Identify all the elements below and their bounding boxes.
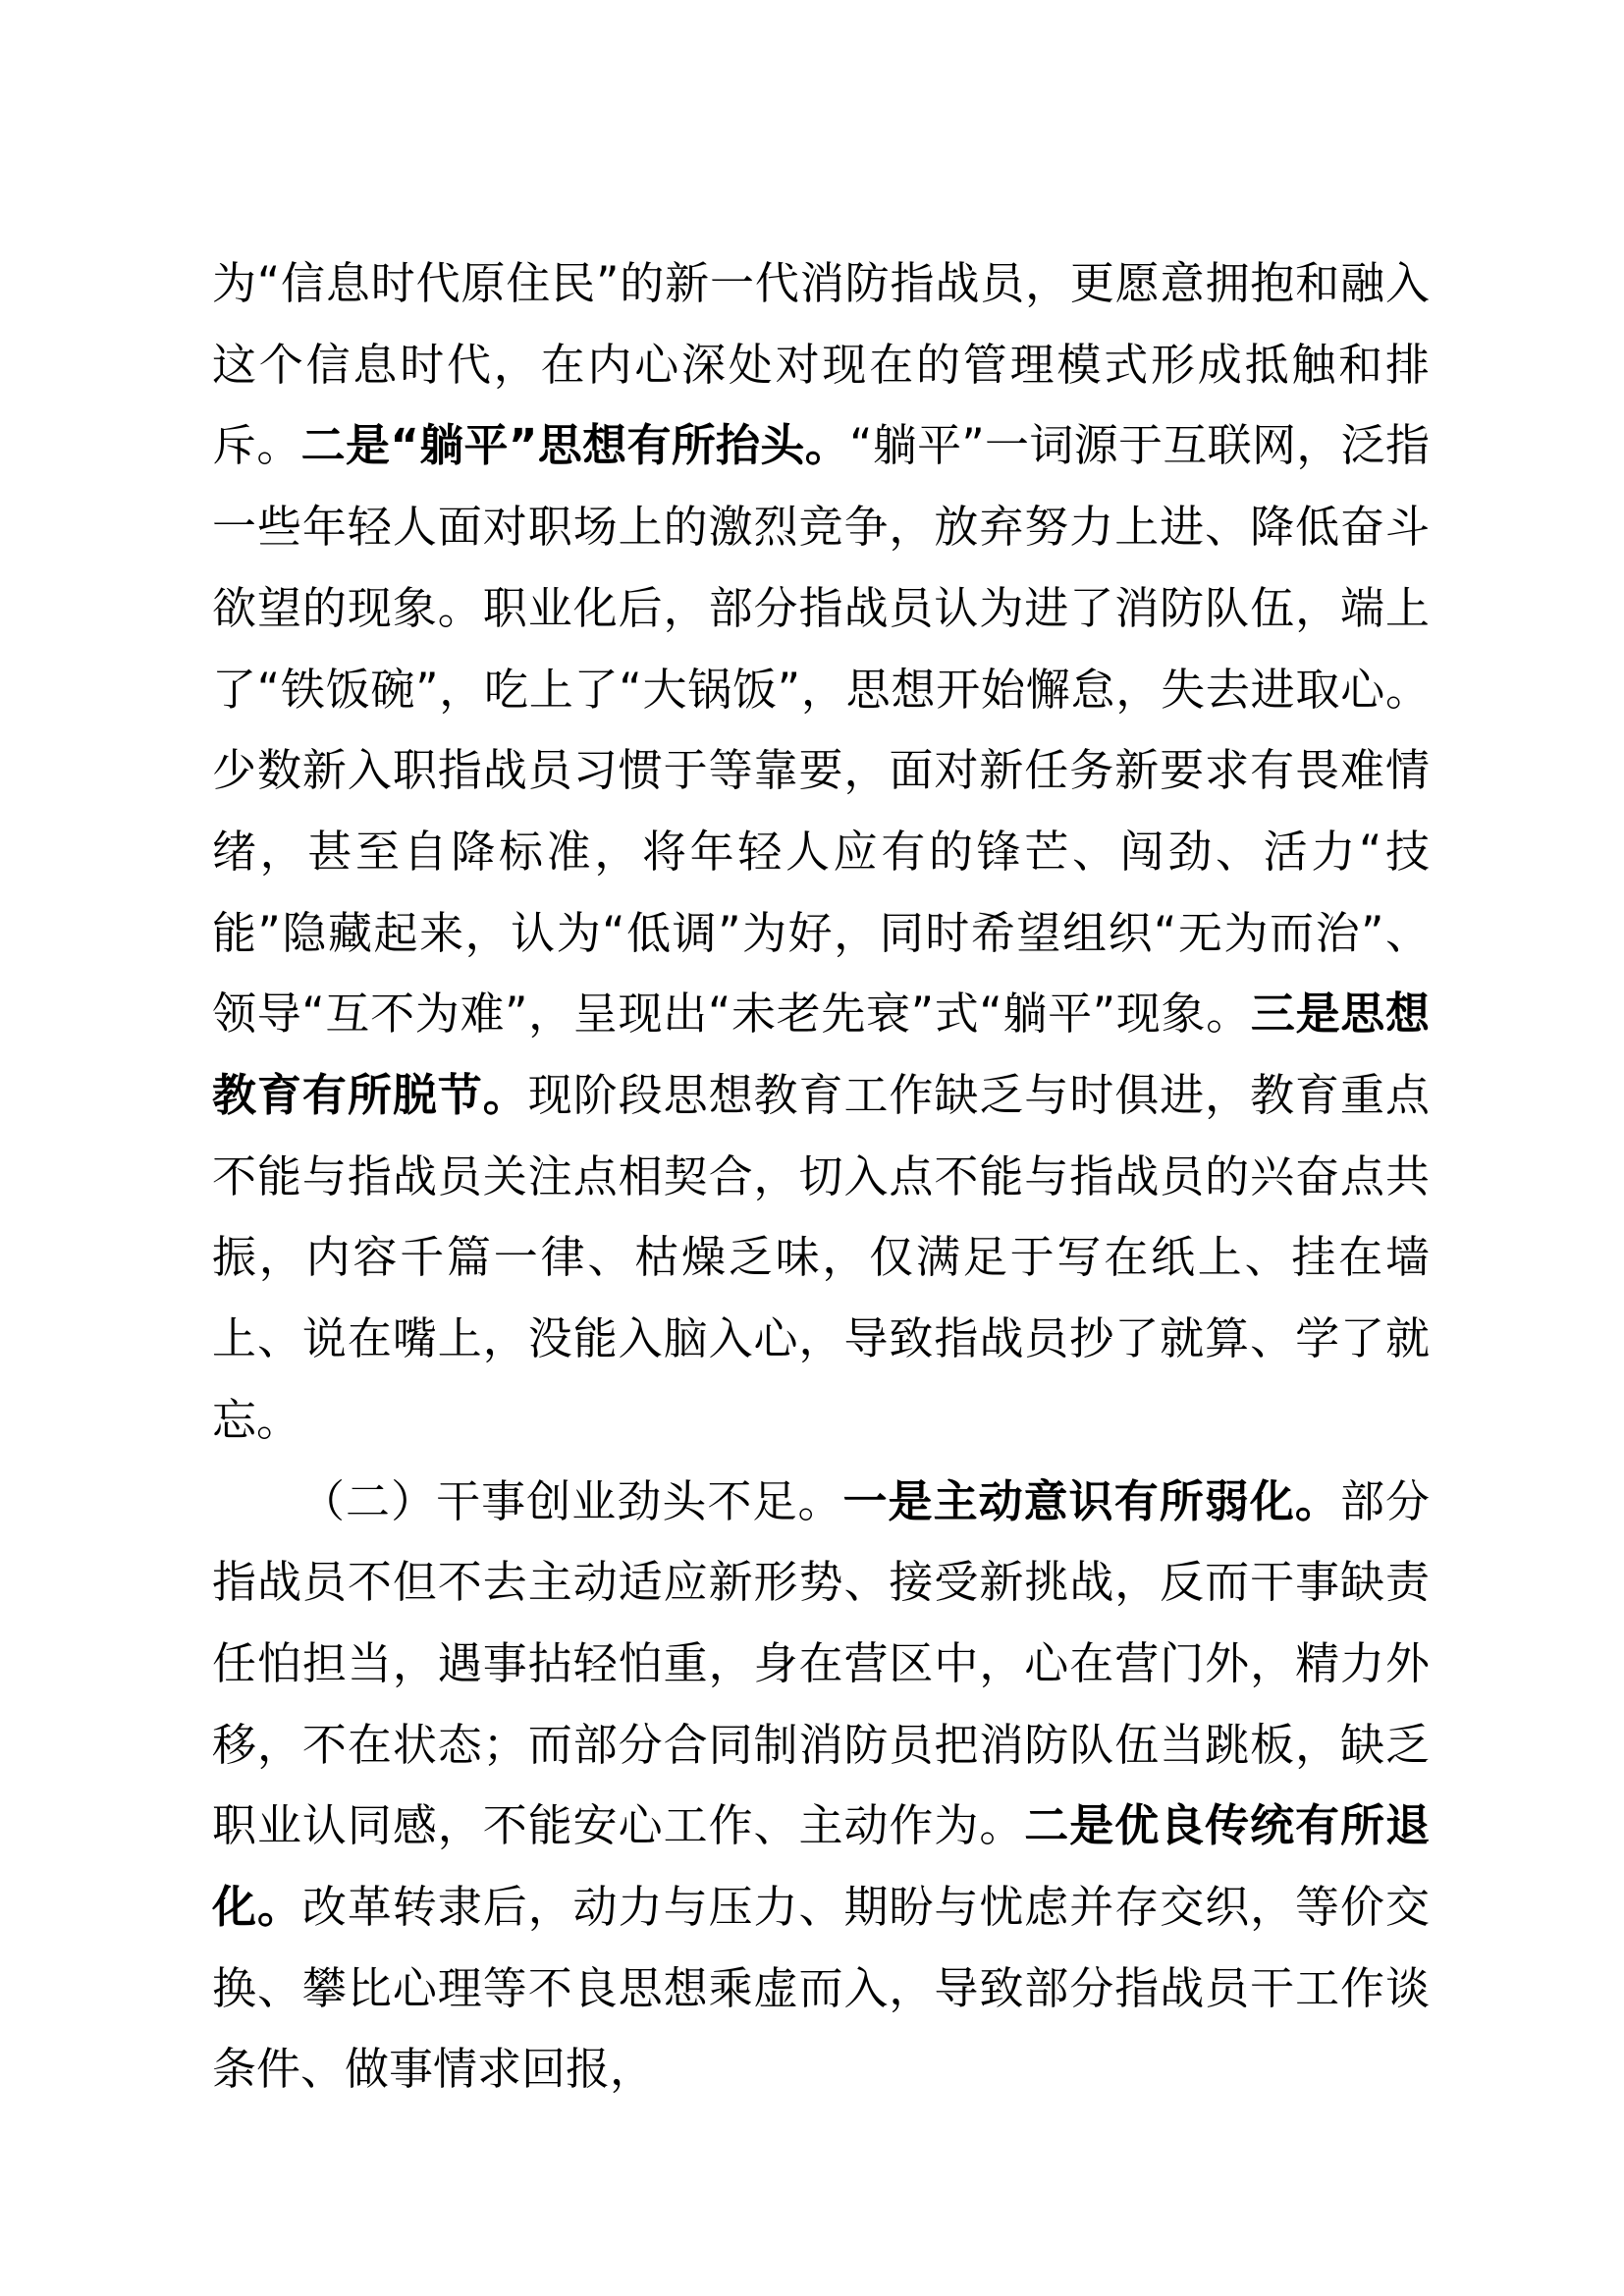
paragraph-1-heading-3: 三是思想教育有所脱节。 <box>212 988 1430 1122</box>
paragraph-1-run-1: 为“信息时代原住民”的新一代消防指战员，更愿意拥抱和融入这个信息时代，在内心深处对现在的管理模式形成抵触和排斥。 <box>212 257 1430 472</box>
section-heading-2: （二）干事创业劲头不足。 <box>300 1474 843 1527</box>
paragraph-2 <box>212 1462 1430 2111</box>
paragraph-1-run-5: 现阶段思想教育工作缺乏与时俱进，教育重点不能与指战员关注点相契合，切入点不能与指战员的兴奋点共振，内容千篇一律、枯燥乏味，仅满足于写在纸上、挂在墙上、说在嘴上，没能入脑入心，导致指战员抄了就算、学了就忘。 <box>212 1069 1430 1446</box>
paragraph-2-run-3: 部分指战员不但不去主动适应新形势、接受新挑战，反而干事缺责任怕担当，遇事拈轻怕重，身在营区中，心在营门外，精力外移，不在状态；而部分合同制消防员把消防队伍当跳板，缺乏职业认同感，不能安心工作、主动作为。 <box>212 1474 1430 1852</box>
paragraph-2-heading-1: 一是主动意识有所弱化。 <box>842 1474 1340 1527</box>
paragraph-2-run-5: 改革转隶后，动力与压力、期盼与忧虑并存交织，等价交换、攀比心理等不良思想乘虚而入，导致部分指战员干工作谈条件、做事情求回报， <box>212 1881 1430 2096</box>
paragraph-1 <box>212 243 1430 1462</box>
document-body <box>212 243 1430 2110</box>
paragraph-2-heading-2: 二是优良传统有所退化。 <box>212 1799 1430 1934</box>
paragraph-1-heading-2: 二是“躺平”思想有所抬头。 <box>300 419 850 472</box>
paragraph-1-run-3: “躺平”一词源于互联网，泛指一些年轻人面对职场上的激烈竞争，放弃努力上进、降低奋斗欲望的现象。职业化后，部分指战员认为进了消防队伍，端上了“铁饭碗”，吃上了“大锅饭”，思想开始懈怠，失去进取心。少数新入职指战员习惯于等靠要，面对新任务新要求有畏难情绪，甚至自降标准，将年轻人应有的锋芒、闯劲、活力“技能”隐藏起来，认为“低调”为好，同时希望组织“无为而治”、领导“互不为难”，呈现出“未老先衰”式“躺平”现象。 <box>212 419 1430 1041</box>
